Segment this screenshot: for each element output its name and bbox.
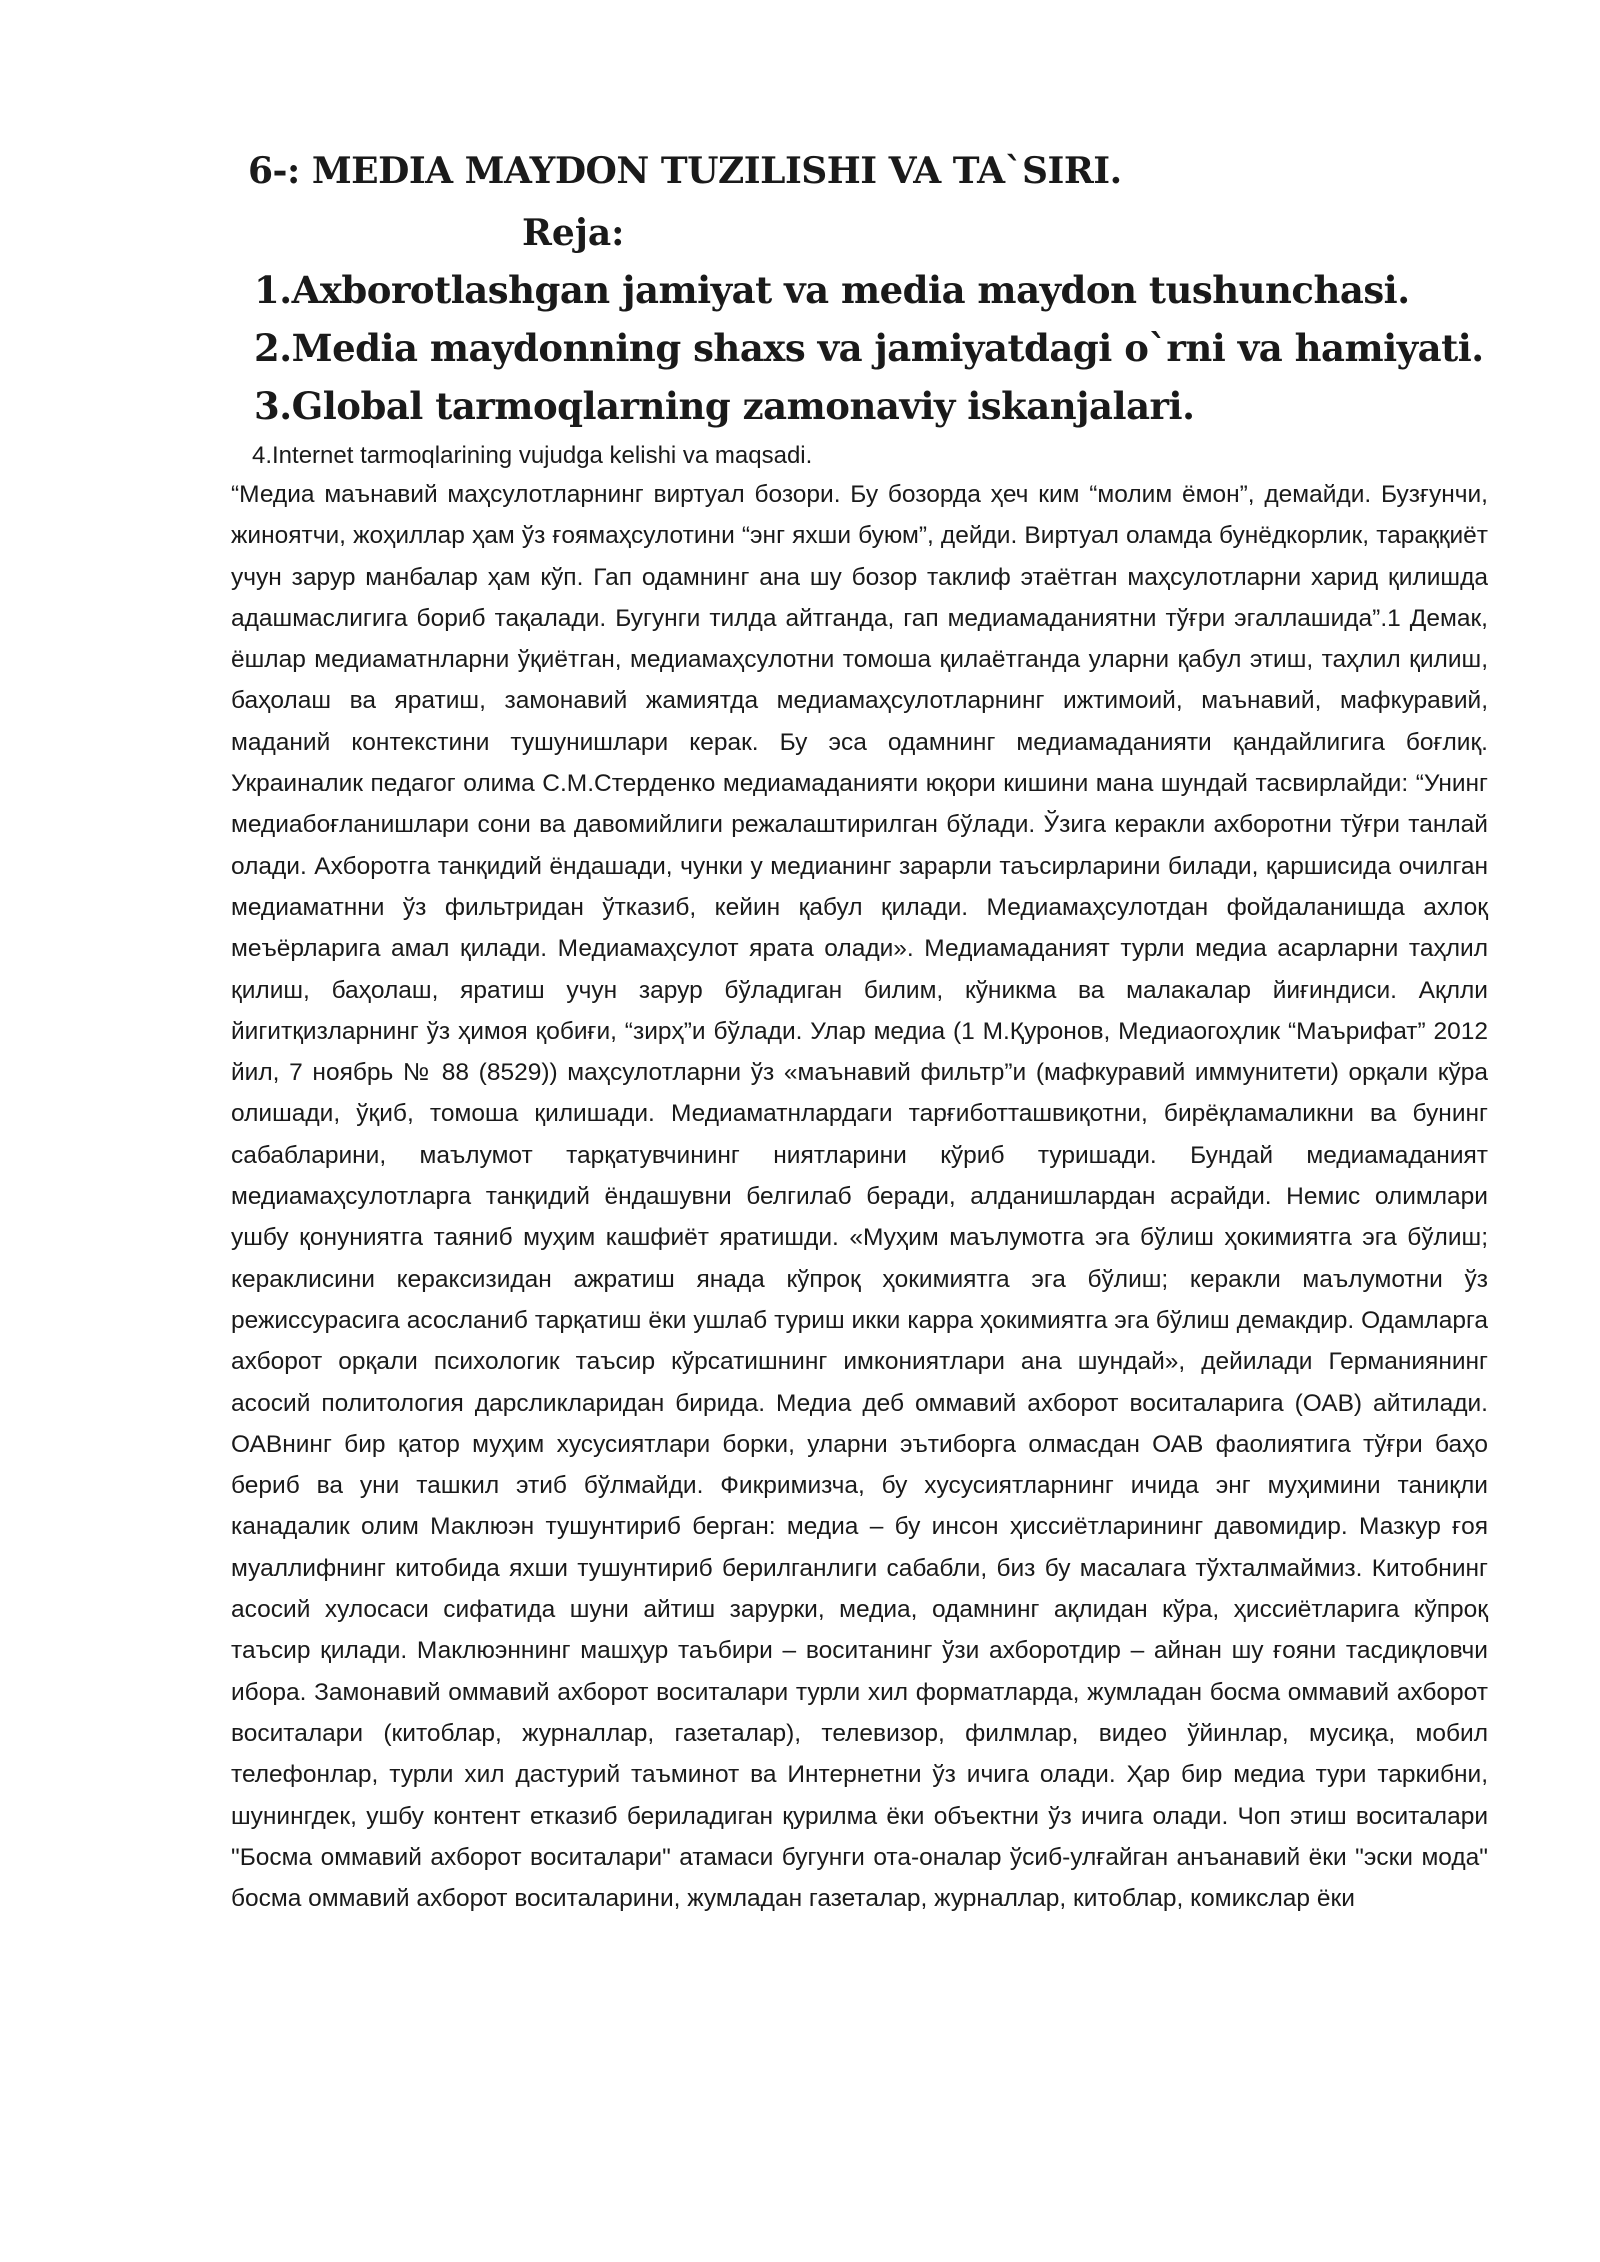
plan-label: Reja: — [522, 212, 625, 254]
plan-item-3: 3.Global tarmoqlarning zamonaviy iskanjalari. — [254, 384, 1195, 428]
plan-item-4: 4.Internet tarmoqlarining vujudga kelishi va maqsadi. — [252, 442, 813, 469]
document-heading: 6-: MEDIA MAYDON TUZILISHI VA TA`SIRI. — [248, 150, 1122, 192]
body-paragraph: “Медиа маънавий маҳсулотларнинг виртуал бозори. Бу бозорда ҳеч ким “молим ёмон”, демайди. Бузғунчи, жиноятчи, жоҳиллар ҳам ўз ғоямаҳсулотини “энг яхши буюм”, дейди. Виртуал оламда бунёдкорлик, тараққиёт учун зарур манбалар ҳам кўп. Гап одамнинг ана шу бозор таклиф этаётган маҳсулотларни харид қилишда адашмаслигига бориб тақалади. Бугунги тилда айтганда, гап медиамаданиятни тўғри эгаллашида”.1 Демак, ёшлар медиаматнларни ўқиётган, медиамаҳсулотни томоша қилаётганда уларни қабул этиш, таҳлил қилиш, баҳолаш ва яратиш, замонавий жамиятда медиамаҳсулотларнинг ижтимоий, маънавий, мафкуравий, маданий контекстини тушунишлари керак. Бу эса одамнинг медиамаданияти қандайлигига боғлиқ. Украиналик педагог олима С.М.Стерденко медиамаданияти юқори кишини мана шундай тасвирлайди: “Унинг медиабоғланишлари сони ва давомийлиги режалаштирилган бўлади. Ўзига керакли ахборотни тўғри танлай олади. Ахборотга танқидий ёндашади, чунки у медианинг зарарли таъсирларини билади, қаршисида очилган медиаматнни ўз фильтридан ўтказиб, кейин қабул қилади. Медиамаҳсулотдан фойдаланишда ахлоқ меъёрларига амал қилади. Медиамаҳсулот ярата олади». Медиамаданият турли медиа асарларни таҳлил қилиш, баҳолаш, яратиш учун зарур бўладиган билим, кўникма ва малакалар йиғиндиси. Ақлли йигитқизларнинг ўз ҳимоя қобиғи, “зирҳ”и бўлади. Улар медиа (1 М.Қуронов, Медиаогоҳлик “Маърифат” 2012 йил, 7 ноябрь № 88 (8529)) маҳсулотларни ўз «маънавий фильтр”и (мафкуравий иммунитети) орқали кўра олишади, ўқиб, томоша қилишади. Медиаматнлардаги тарғиботташвиқотни, бирёқламаликни ва бунинг сабабларини, маълумот тарқатувчининг ниятларини кўриб туришади. Бундай медиамаданият медиамаҳсулотларга танқидий ёндашувни белгилаб беради, алданишлардан асрайди. Немис олимлари ушбу қонуниятга таяниб муҳим кашфиёт яратишди. «Муҳим маълумотга эга бўлиш ҳокимиятга эга бўлиш; кераклисини кераксизидан ажратиш янада кўпроқ ҳокимиятга эга бўлиш; керакли маълумотни ўз режиссурасига асосланиб тарқатиш ёки ушлаб туриш икки карра ҳокимиятга эга бўлиш демакдир. Одамларга ахборот орқали психологик таъсир кўрсатишнинг имкониятлари ана шундай», дейилади Германиянинг асосий политология дарсликларидан бирида. Медиа деб оммавий ахборот воситаларига (ОАВ) айтилади. ОАВнинг бир қатор муҳим хусусиятлари борки, уларни эътиборга олмасдан ОАВ фаолиятига тўғри баҳо бериб ва уни ташкил этиб бўлмайди. Фикримизча, бу хусусиятларнинг ичида энг муҳимини таниқли канадалик олим Маклюэн тушунтириб берган: медиа – бу инсон ҳиссиётларининг давомидир. Мазкур ғоя муаллифнинг китобида яхши тушунтириб берилганлиги сабабли, биз бу масалага тўхталмаймиз. Китобнинг асосий хулосаси сифатида шуни айтиш зарурки, медиа, одамнинг ақлидан кўра, ҳиссиётларига кўпроқ таъсир қилади. Маклюэннинг машҳур таъбири – воситанинг ўзи ахборотдир – айнан шу ғояни тасдиқловчи ибора. Замонавий оммавий ахборот воситалари турли хил форматларда, жумладан босма оммавий ахборот воситалари (китоблар, журналлар, газеталар), телевизор, филмлар, видео ўйинлар, мусиқа, мобил телефонлар, турли хил дастурий таъминот ва Интернетни ўз ичига олади. Ҳар бир медиа тури таркибни, шунингдек, ушбу контент етказиб бериладиган қурилма ёки объектни ўз ичига олади. Чоп этиш воситалари "Босма оммавий ахборот воситалари" атамаси бугунги ота-оналар ўсиб-улғайган анъанавий ёки "эски мода" босма оммавий ахборот воситаларини, жумладан газеталар, журналлар, китоблар, комикслар ёки — [231, 481, 1488, 1913]
plan-item-1: 1.Axborotlashgan jamiyat va media maydon tushunchasi. — [254, 268, 1410, 312]
plan-item-2: 2.Media maydonning shaxs va jamiyatdagi o`rni va hamiyati. — [254, 326, 1484, 370]
